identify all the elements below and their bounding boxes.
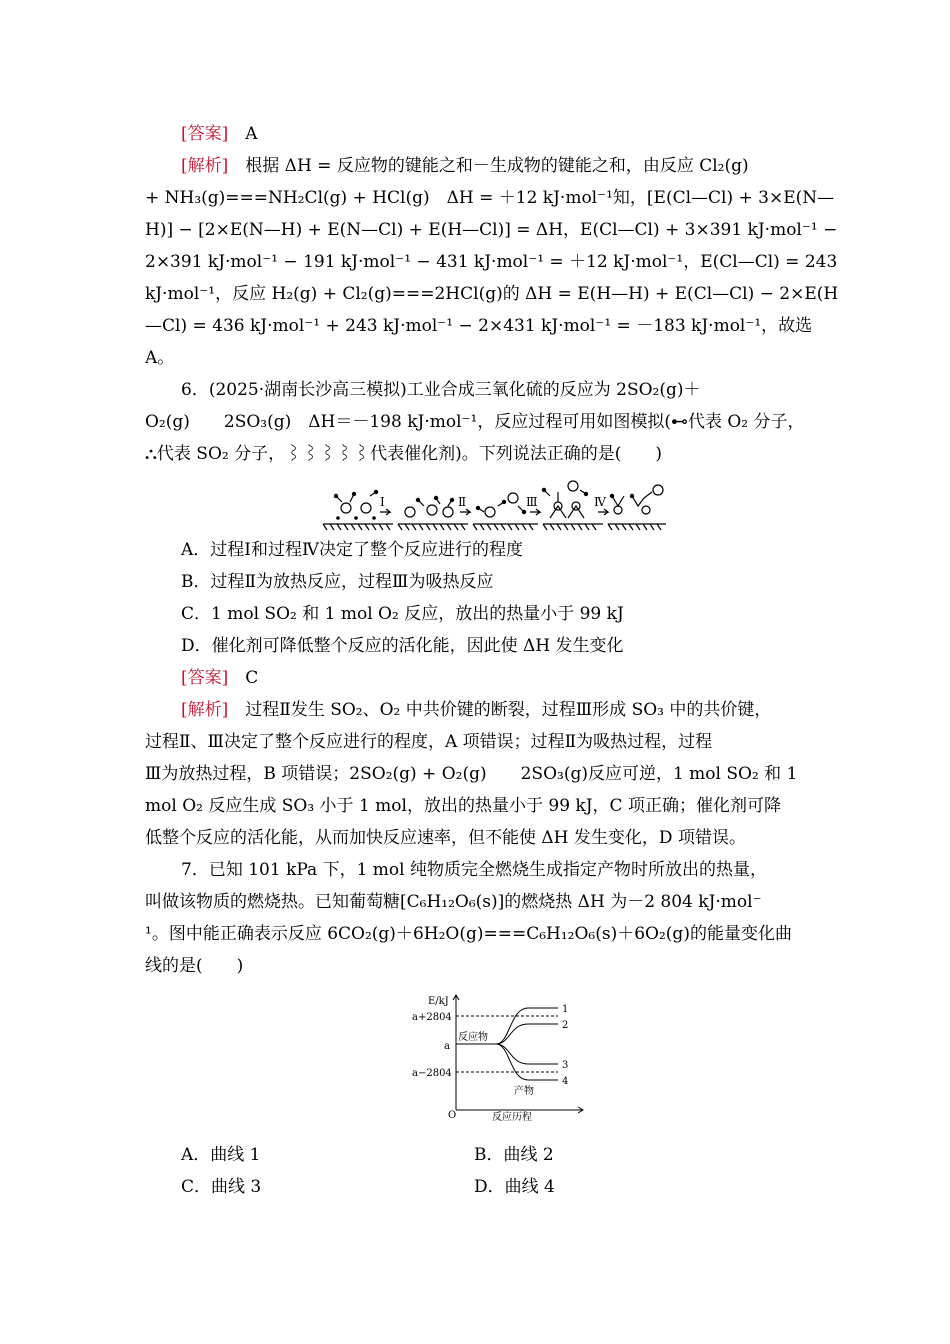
arrow-icon bbox=[598, 509, 608, 515]
question-7-stem: 7．已知 101 kPa 下，1 mol 纯物质完全燃烧生成指定产物时所放出的热量， bbox=[181, 860, 768, 880]
product-label: 产物 bbox=[514, 1086, 534, 1097]
analysis-tag: [解析] bbox=[181, 156, 229, 176]
y-tick-label: a−2804 bbox=[412, 1068, 452, 1079]
question-6-stem: 6．(2025·湖南长沙高三模拟)工业合成三氧化硫的反应为 2SO₂(g)＋ bbox=[181, 380, 701, 400]
analysis-text: 根据 ΔH = 反应物的键能之和－生成物的键能之和，由反应 Cl₂(g) bbox=[245, 156, 749, 176]
x-axis-label: 反应历程 bbox=[492, 1112, 532, 1123]
option-c: C．1 mol SO₂ 和 1 mol O₂ 反应，放出的热量小于 99 kJ bbox=[181, 604, 624, 624]
question-7-stem: ¹。图中能正确表示反应 6CO₂(g)＋6H₂O(g)===C₆H₁₂O₆(s)＋6O₂(g)的能量变化曲 bbox=[145, 924, 792, 944]
arrow-icon bbox=[460, 509, 470, 515]
series-label: 4 bbox=[562, 1076, 569, 1087]
option-b: B．曲线 2 bbox=[474, 1145, 554, 1165]
analysis-line: mol O₂ 反应生成 SO₃ 小于 1 mol，放出的热量小于 99 kJ，C 项正确；催化剂可降 bbox=[145, 796, 781, 816]
arrow-icon bbox=[530, 509, 540, 515]
answer-value: C bbox=[245, 668, 259, 688]
y-tick-label: a+2804 bbox=[412, 1012, 452, 1023]
analysis-line: + NH₃(g)===NH₂Cl(g) + HCl(g) ΔH = ＋12 kJ·mol⁻¹知，[E(Cl—Cl) + 3×E(N— bbox=[145, 188, 835, 208]
answer-tag: [答案] bbox=[181, 668, 229, 688]
question-7-stem: 线的是( ) bbox=[145, 956, 244, 976]
y-axis-label: E/kJ bbox=[428, 996, 449, 1007]
series-label: 3 bbox=[562, 1060, 569, 1071]
analysis-line: 低整个反应的活化能，从而加快反应速率，但不能使 ΔH 发生变化，D 项错误。 bbox=[145, 828, 746, 848]
analysis-line: 过程Ⅱ、Ⅲ决定了整个反应进行的程度，A 项错误；过程Ⅱ为吸热过程，过程 bbox=[145, 732, 713, 752]
hatching bbox=[323, 524, 661, 530]
stage-label: Ⅲ bbox=[526, 495, 538, 509]
analysis-line: kJ·mol⁻¹，反应 H₂(g) + Cl₂(g)===2HCl(g)的 ΔH = E(H—H) + E(Cl—Cl) − 2×E(H bbox=[145, 284, 839, 304]
option-a: A．曲线 1 bbox=[181, 1145, 261, 1165]
series-label: 2 bbox=[562, 1020, 569, 1031]
option-c: C．曲线 3 bbox=[181, 1177, 262, 1197]
option-a: A．过程Ⅰ和过程Ⅳ决定了整个反应进行的程度 bbox=[181, 540, 523, 560]
question-7-stem: 叫做该物质的燃烧热。已知葡萄糖[C₆H₁₂O₆(s)]的燃烧热 ΔH 为－2 804 kJ·mol⁻ bbox=[145, 892, 762, 912]
analysis-line: H)] − [2×E(N—H) + E(N—Cl) + E(H—Cl)] = ΔH，E(Cl—Cl) + 3×391 kJ·mol⁻¹ − bbox=[145, 220, 838, 240]
analysis-line bbox=[145, 150, 817, 182]
energy-profile-chart bbox=[410, 992, 590, 1124]
analysis-line bbox=[145, 694, 817, 726]
reaction-process-diagram bbox=[318, 478, 668, 534]
option-d: D．曲线 4 bbox=[474, 1177, 555, 1197]
stage-label: Ⅳ bbox=[594, 495, 606, 509]
answer-tag: [答案] bbox=[181, 124, 229, 144]
stage-label: Ⅰ bbox=[380, 495, 385, 509]
option-b: B．过程Ⅱ为放热反应，过程Ⅲ为吸热反应 bbox=[181, 572, 494, 592]
series-label: 1 bbox=[562, 1004, 569, 1015]
y-tick-label: a bbox=[444, 1041, 450, 1052]
analysis-line: —Cl) = 436 kJ·mol⁻¹ + 243 kJ·mol⁻¹ − 2×431 kJ·mol⁻¹ = －183 kJ·mol⁻¹，故选 bbox=[145, 316, 813, 336]
answer-value: A bbox=[245, 124, 258, 144]
answer-line bbox=[145, 118, 817, 150]
reactant-label: 反应物 bbox=[458, 1032, 488, 1043]
question-6-stem: O₂(g) 2SO₃(g) ΔH＝－198 kJ·mol⁻¹，反应过程可用如图模拟(⊷代表 O₂ 分子， bbox=[145, 412, 805, 432]
document-body bbox=[145, 118, 839, 982]
analysis-text: 过程Ⅱ发生 SO₂、O₂ 中共价键的断裂，过程Ⅲ形成 SO₃ 中的共价键， bbox=[245, 700, 772, 720]
stage-label: Ⅱ bbox=[458, 495, 467, 509]
analysis-tag: [解析] bbox=[181, 700, 229, 720]
analysis-line: Ⅲ为放热过程，B 项错误；2SO₂(g) + O₂(g) 2SO₃(g)反应可逆，1 mol SO₂ 和 1 bbox=[145, 764, 798, 784]
question-6-stem: ⛬代表 SO₂ 分子，⌇⌇⌇⌇⌇代表催化剂)。下列说法正确的是( ) bbox=[145, 444, 663, 464]
arrow-icon bbox=[380, 509, 390, 515]
origin-label: O bbox=[448, 1110, 457, 1121]
option-d: D．催化剂可降低整个反应的活化能，因此使 ΔH 发生变化 bbox=[181, 636, 624, 656]
analysis-line: 2×391 kJ·mol⁻¹ − 191 kJ·mol⁻¹ − 431 kJ·mol⁻¹ = ＋12 kJ·mol⁻¹，E(Cl—Cl) = 243 bbox=[145, 252, 838, 272]
analysis-line: A。 bbox=[145, 348, 175, 368]
answer-line bbox=[145, 662, 817, 694]
